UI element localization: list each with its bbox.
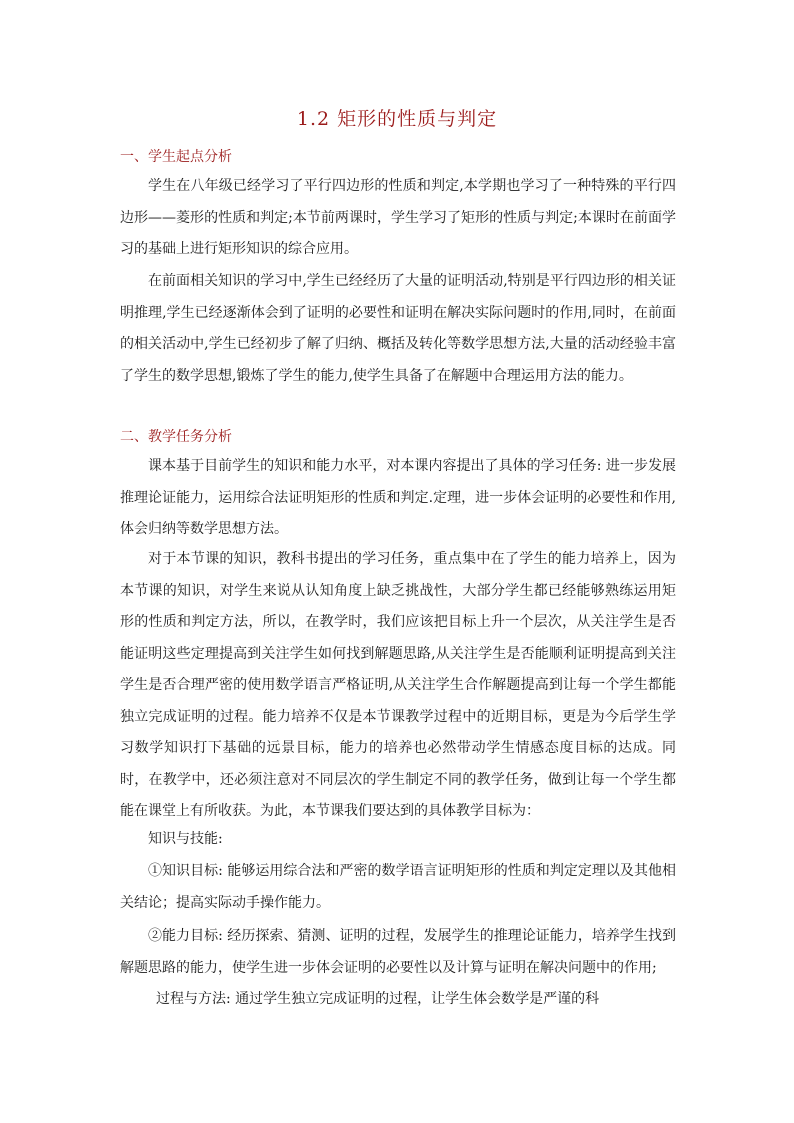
paragraph-learning-tasks: 课本基于目前学生的知识和能力水平，对本课内容提出了具体的学习任务: 进一步发展推理论证能力，运用综合法证明矩形的性质和判定.定理，进一步体会证明的必要性和作用,体会归纳等数学思想方法。 — [120, 458, 676, 537]
paragraph-student-background: 学生在八年级已经学习了平行四边形的性质和判定,本学期也学习了一种特殊的平行四边形——菱形的性质和判定;本节前两课时，学生学习了矩形的性质与判定;本课时在前面学习的基础上进行矩形知识的综合应用。 — [120, 178, 676, 257]
section-heading-student-analysis: 一、学生起点分析 — [120, 149, 232, 165]
knowledge-skills-label: 知识与技能: — [148, 831, 223, 847]
process-method-line: 过程与方法: 通过学生独立完成证明的过程，让学生体会数学是严谨的科 — [156, 991, 600, 1007]
paragraph-student-experience: 在前面相关知识的学习中,学生已经经历了大量的证明活动,特别是平行四边形的相关证明推理,学生已经逐渐体会到了证明的必要性和证明在解决实际问题时的作用,同时，在前面的相关活动中,学生已经初步了解了归纳、概括及转化等数学思想方法,大量的活动经验丰富了学生的数学思想,锻炼了学生的能力,使学生具备了在解题中合理运用方法的能力。 — [120, 273, 676, 384]
document-title: 1.2 矩形的性质与判定 — [296, 108, 498, 130]
goal-ability: ②能力目标: 经历探索、猜测、证明的过程，发展学生的推理论证能力，培养学生找到解题思路的能力，使学生进一步体会证明的必要性以及计算与证明在解决问题中的作用; — [120, 928, 676, 976]
goal-knowledge: ①知识目标: 能够运用综合法和严密的数学语言证明矩形的性质和判定定理以及其他相关结论；提高实际动手操作能力。 — [120, 863, 676, 911]
paragraph-ability-focus: 对于本节课的知识，教科书提出的学习任务，重点集中在了学生的能力培养上，因为本节课的知识，对学生来说从认知角度上缺乏挑战性，大部分学生都已经能够熟练运用矩形的性质和判定方法，所以，在教学时，我们应该把目标上升一个层次，从关注学生是否能证明这些定理提高到关注学生如何找到解题思路,从关注学生是否能顺利证明提高到关注学生是否合理严密的使用数学语言严格证明,从关注学生合作解题提高到让每一个学生都能独立完成证明的过程。能力培养不仅是本节课教学过程中的近期目标，更是为今后学生学习数学知识打下基础的远景目标，能力的培养也必然带动学生情感态度目标的达成。同时，在教学中，还必须注意对不同层次的学生制定不同的教学任务，做到让每一个学生都能在课堂上有所收获。为此，本节课我们要达到的具体教学目标为： — [120, 551, 676, 819]
section-heading-task-analysis: 二、教学任务分析 — [120, 429, 232, 445]
